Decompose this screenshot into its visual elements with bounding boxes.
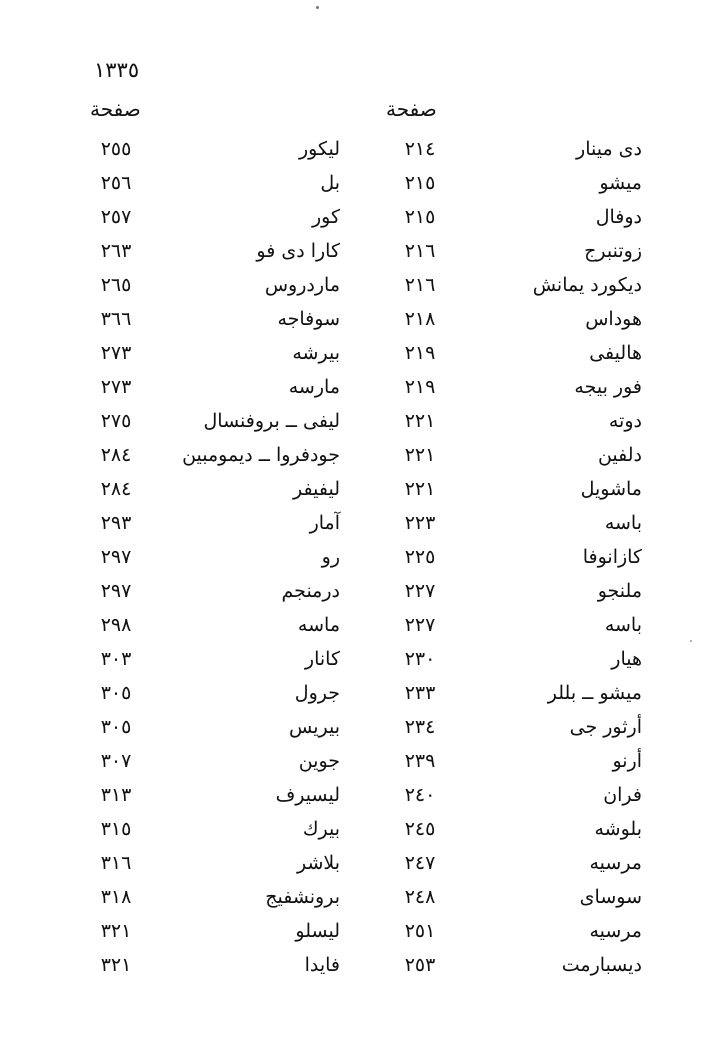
right-entry-page: ٢٤٨ — [404, 886, 436, 908]
index-row — [0, 170, 720, 204]
right-entry-name: باسه — [604, 614, 642, 636]
right-entry-page: ٢١٩ — [404, 342, 436, 364]
right-entry-name: دیکورد یمانش — [532, 274, 642, 296]
index-row — [0, 714, 720, 748]
index-row — [0, 578, 720, 612]
right-entry-page: ٢١٦ — [404, 240, 436, 262]
left-entry-name: برونشفیج — [265, 886, 340, 908]
scan-speck — [316, 6, 319, 9]
index-row — [0, 748, 720, 782]
right-entry-page: ٢٥٣ — [404, 954, 436, 976]
left-entry-page: ٢٦٣ — [100, 240, 132, 262]
index-row — [0, 646, 720, 680]
left-entry-page: ٣٠٧ — [100, 750, 132, 772]
right-entry-page: ٢٢١ — [404, 410, 436, 432]
index-row — [0, 306, 720, 340]
index-row — [0, 544, 720, 578]
left-entry-name: فایدا — [304, 954, 340, 976]
right-entry-name: دیسبارمت — [561, 954, 642, 976]
right-entry-page: ٢٥١ — [404, 920, 436, 942]
right-entry-name: دوته — [608, 410, 642, 432]
left-entry-name: رو — [321, 546, 340, 568]
index-row — [0, 442, 720, 476]
right-entry-page: ٢٢٧ — [404, 614, 436, 636]
index-row — [0, 816, 720, 850]
index-row — [0, 374, 720, 408]
right-entry-name: ماشویل — [580, 478, 642, 500]
index-row — [0, 918, 720, 952]
left-entry-name: کانار — [304, 648, 340, 670]
right-entry-name: سوسای — [579, 886, 642, 908]
index-row — [0, 408, 720, 442]
left-entry-name: درمنجم — [281, 580, 340, 602]
right-entry-page: ٢٣٠ — [404, 648, 436, 670]
right-entry-page: ٢١٩ — [404, 376, 436, 398]
left-entry-page: ٣٦٦ — [100, 308, 132, 330]
left-entry-page: ٢٩٨ — [100, 614, 132, 636]
right-entry-page: ٢٢١ — [404, 478, 436, 500]
right-column-header: صفحة — [386, 97, 437, 121]
right-entry-page: ٢١٥ — [404, 172, 436, 194]
left-entry-name: جودفروا ــ دیمومبین — [182, 444, 340, 466]
index-row — [0, 238, 720, 272]
left-entry-name: بلاشر — [296, 852, 340, 874]
left-entry-name: ماسه — [297, 614, 340, 636]
right-entry-name: دوفال — [595, 206, 642, 228]
left-entry-page: ٢٦٥ — [100, 274, 132, 296]
index-row — [0, 884, 720, 918]
left-entry-name: کارا دی فو — [256, 240, 340, 262]
right-entry-name: زوتنبرج — [584, 240, 642, 262]
index-row — [0, 850, 720, 884]
right-entry-page: ٢٢٥ — [404, 546, 436, 568]
left-entry-name: جوین — [298, 750, 340, 772]
right-entry-name: أرثور جی — [569, 716, 642, 738]
right-entry-name: باسه — [604, 512, 642, 534]
left-entry-page: ٢٥٧ — [100, 206, 132, 228]
right-entry-page: ٢٤٧ — [404, 852, 436, 874]
left-entry-page: ٢٩٣ — [100, 512, 132, 534]
right-entry-name: دلفین — [597, 444, 642, 466]
right-entry-page: ٢٣٣ — [404, 682, 436, 704]
left-entry-page: ٣١٦ — [100, 852, 132, 874]
left-entry-page: ٢٥٥ — [100, 138, 132, 160]
right-entry-page: ٢٣٩ — [404, 750, 436, 772]
left-entry-page: ٣٠٥ — [100, 682, 132, 704]
left-entry-page: ٣٢١ — [100, 920, 132, 942]
right-entry-name: هیار — [611, 648, 642, 670]
index-entries — [0, 136, 720, 986]
left-entry-page: ٣٠٥ — [100, 716, 132, 738]
right-entry-name: میشو — [599, 172, 642, 194]
right-entry-name: بلوشه — [594, 818, 642, 840]
index-row — [0, 340, 720, 374]
index-row — [0, 204, 720, 238]
right-entry-name: مرسیه — [589, 920, 642, 942]
left-entry-page: ٣١٨ — [100, 886, 132, 908]
index-row — [0, 782, 720, 816]
left-entry-page: ٢٩٧ — [100, 580, 132, 602]
left-entry-name: جرول — [294, 682, 340, 704]
right-entry-name: هالیفی — [589, 342, 642, 364]
index-row — [0, 136, 720, 170]
right-entry-name: فران — [603, 784, 642, 806]
right-entry-page: ٢١٤ — [404, 138, 436, 160]
right-entry-name: ملنجو — [597, 580, 642, 602]
right-entry-name: فور بیجه — [574, 376, 642, 398]
left-entry-name: لیفیفر — [293, 478, 340, 500]
left-entry-page: ٢٩٧ — [100, 546, 132, 568]
left-entry-name: بیریس — [288, 716, 340, 738]
page-number: ١٣٣٥ — [94, 58, 140, 82]
right-entry-name: أرنو — [612, 750, 642, 772]
right-entry-page: ٢٤٥ — [404, 818, 436, 840]
left-entry-name: ماردروس — [264, 274, 340, 296]
right-entry-page: ٢٢٣ — [404, 512, 436, 534]
left-entry-page: ٣٠٣ — [100, 648, 132, 670]
right-entry-page: ٢٤٠ — [404, 784, 436, 806]
right-entry-name: دی مینار — [576, 138, 642, 160]
left-entry-page: ٢٥٦ — [100, 172, 132, 194]
left-entry-name: آمار — [309, 512, 340, 534]
left-entry-name: لیسیرف — [275, 784, 340, 806]
left-entry-name: سوفاجه — [277, 308, 340, 330]
left-entry-page: ٢٧٣ — [100, 376, 132, 398]
left-entry-page: ٢٧٥ — [100, 410, 132, 432]
right-entry-name: کازانوفا — [582, 546, 642, 568]
index-row — [0, 272, 720, 306]
left-entry-page: ٣٢١ — [100, 954, 132, 976]
left-entry-page: ٢٨٤ — [100, 478, 132, 500]
right-entry-name: میشو ــ بللر — [547, 682, 642, 704]
left-entry-name: بل — [320, 172, 340, 194]
right-entry-page: ٢١٥ — [404, 206, 436, 228]
index-row — [0, 680, 720, 714]
left-entry-name: کور — [311, 206, 340, 228]
left-entry-page: ٣١٥ — [100, 818, 132, 840]
left-entry-name: لیفی ــ بروفنسال — [203, 410, 340, 432]
left-entry-name: لیسلو — [295, 920, 340, 942]
right-entry-name: هوداس — [585, 308, 642, 330]
left-entry-name: بیرشه — [292, 342, 340, 364]
left-entry-name: لیکور — [298, 138, 340, 160]
left-entry-page: ٣١٣ — [100, 784, 132, 806]
left-column-header: صفحة — [90, 97, 141, 121]
index-row — [0, 612, 720, 646]
right-entry-page: ٢٢١ — [404, 444, 436, 466]
index-row — [0, 510, 720, 544]
right-entry-page: ٢١٨ — [404, 308, 436, 330]
right-entry-page: ٢١٦ — [404, 274, 436, 296]
left-entry-name: بیرك — [302, 818, 340, 840]
left-entry-name: مارسه — [288, 376, 340, 398]
left-entry-page: ٢٧٣ — [100, 342, 132, 364]
index-row — [0, 476, 720, 510]
left-entry-page: ٢٨٤ — [100, 444, 132, 466]
right-entry-page: ٢٢٧ — [404, 580, 436, 602]
right-entry-page: ٢٣٤ — [404, 716, 436, 738]
index-row — [0, 952, 720, 986]
right-entry-name: مرسیه — [589, 852, 642, 874]
